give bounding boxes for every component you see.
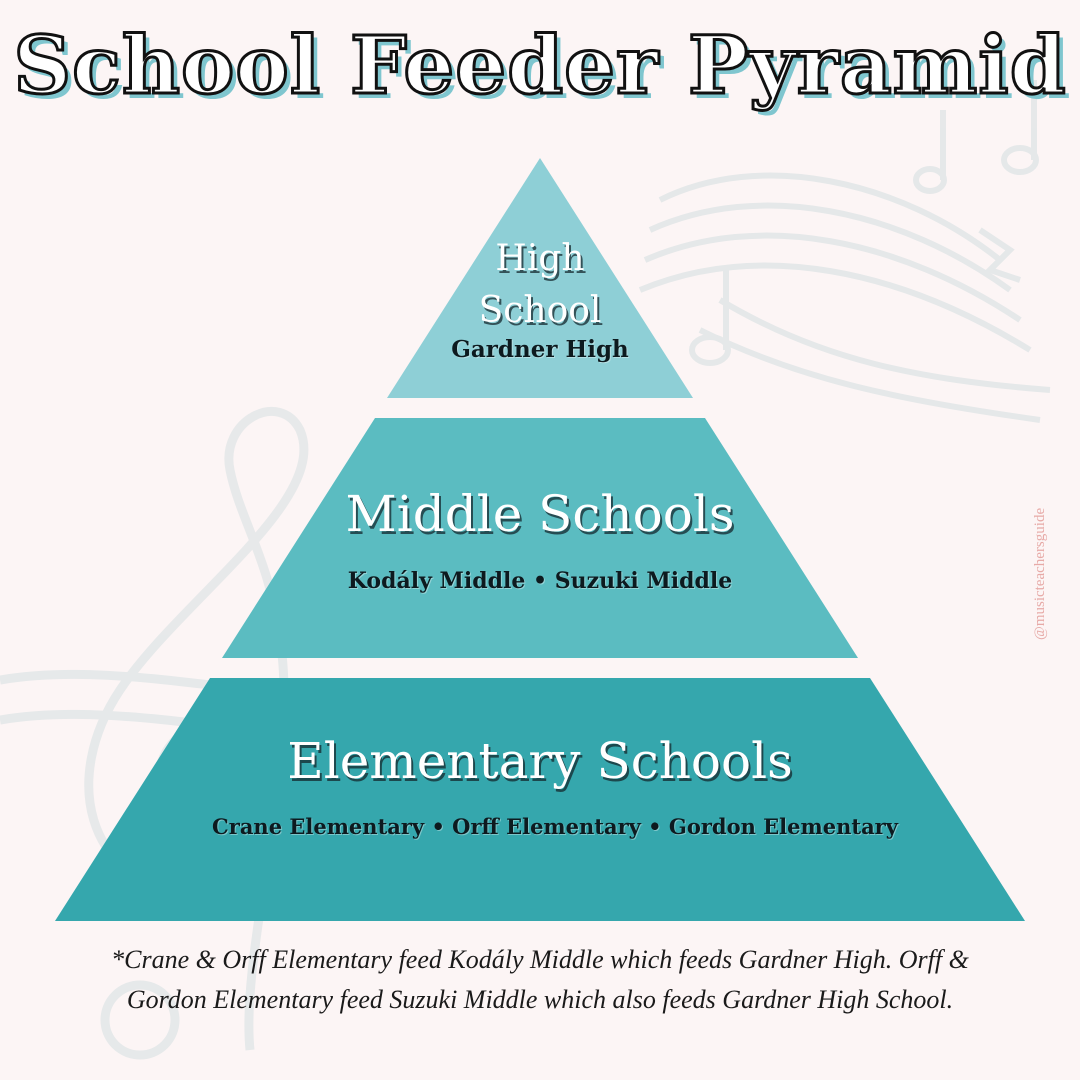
elementary-schools-heading: Elementary Schools xyxy=(287,732,793,790)
high-school-heading-line2: School xyxy=(478,290,602,331)
high-school-heading-line1: High xyxy=(495,238,585,279)
pyramid-bottom-tier xyxy=(55,678,1025,921)
middle-schools-heading: Middle Schools xyxy=(345,485,735,543)
elementary-schools-list: Crane Elementary • Orff Elementary • Gordon Elementary xyxy=(212,814,898,839)
watermark: @musicteachersguide xyxy=(1032,507,1048,640)
footnote-line-2: Gordon Elementary feed Suzuki Middle which also feeds Gardner High School. xyxy=(126,985,954,1014)
music-notes-decoration xyxy=(640,80,1050,420)
page-title: School Feeder Pyramid xyxy=(13,18,1067,112)
high-school-list: Gardner High xyxy=(451,336,629,363)
footnote-line-1: *Crane & Orff Elementary feed Kodály Middle which feeds Gardner High. Orff & xyxy=(111,945,969,974)
footnote xyxy=(40,940,1040,1020)
middle-schools-list: Kodály Middle • Suzuki Middle xyxy=(347,568,733,594)
